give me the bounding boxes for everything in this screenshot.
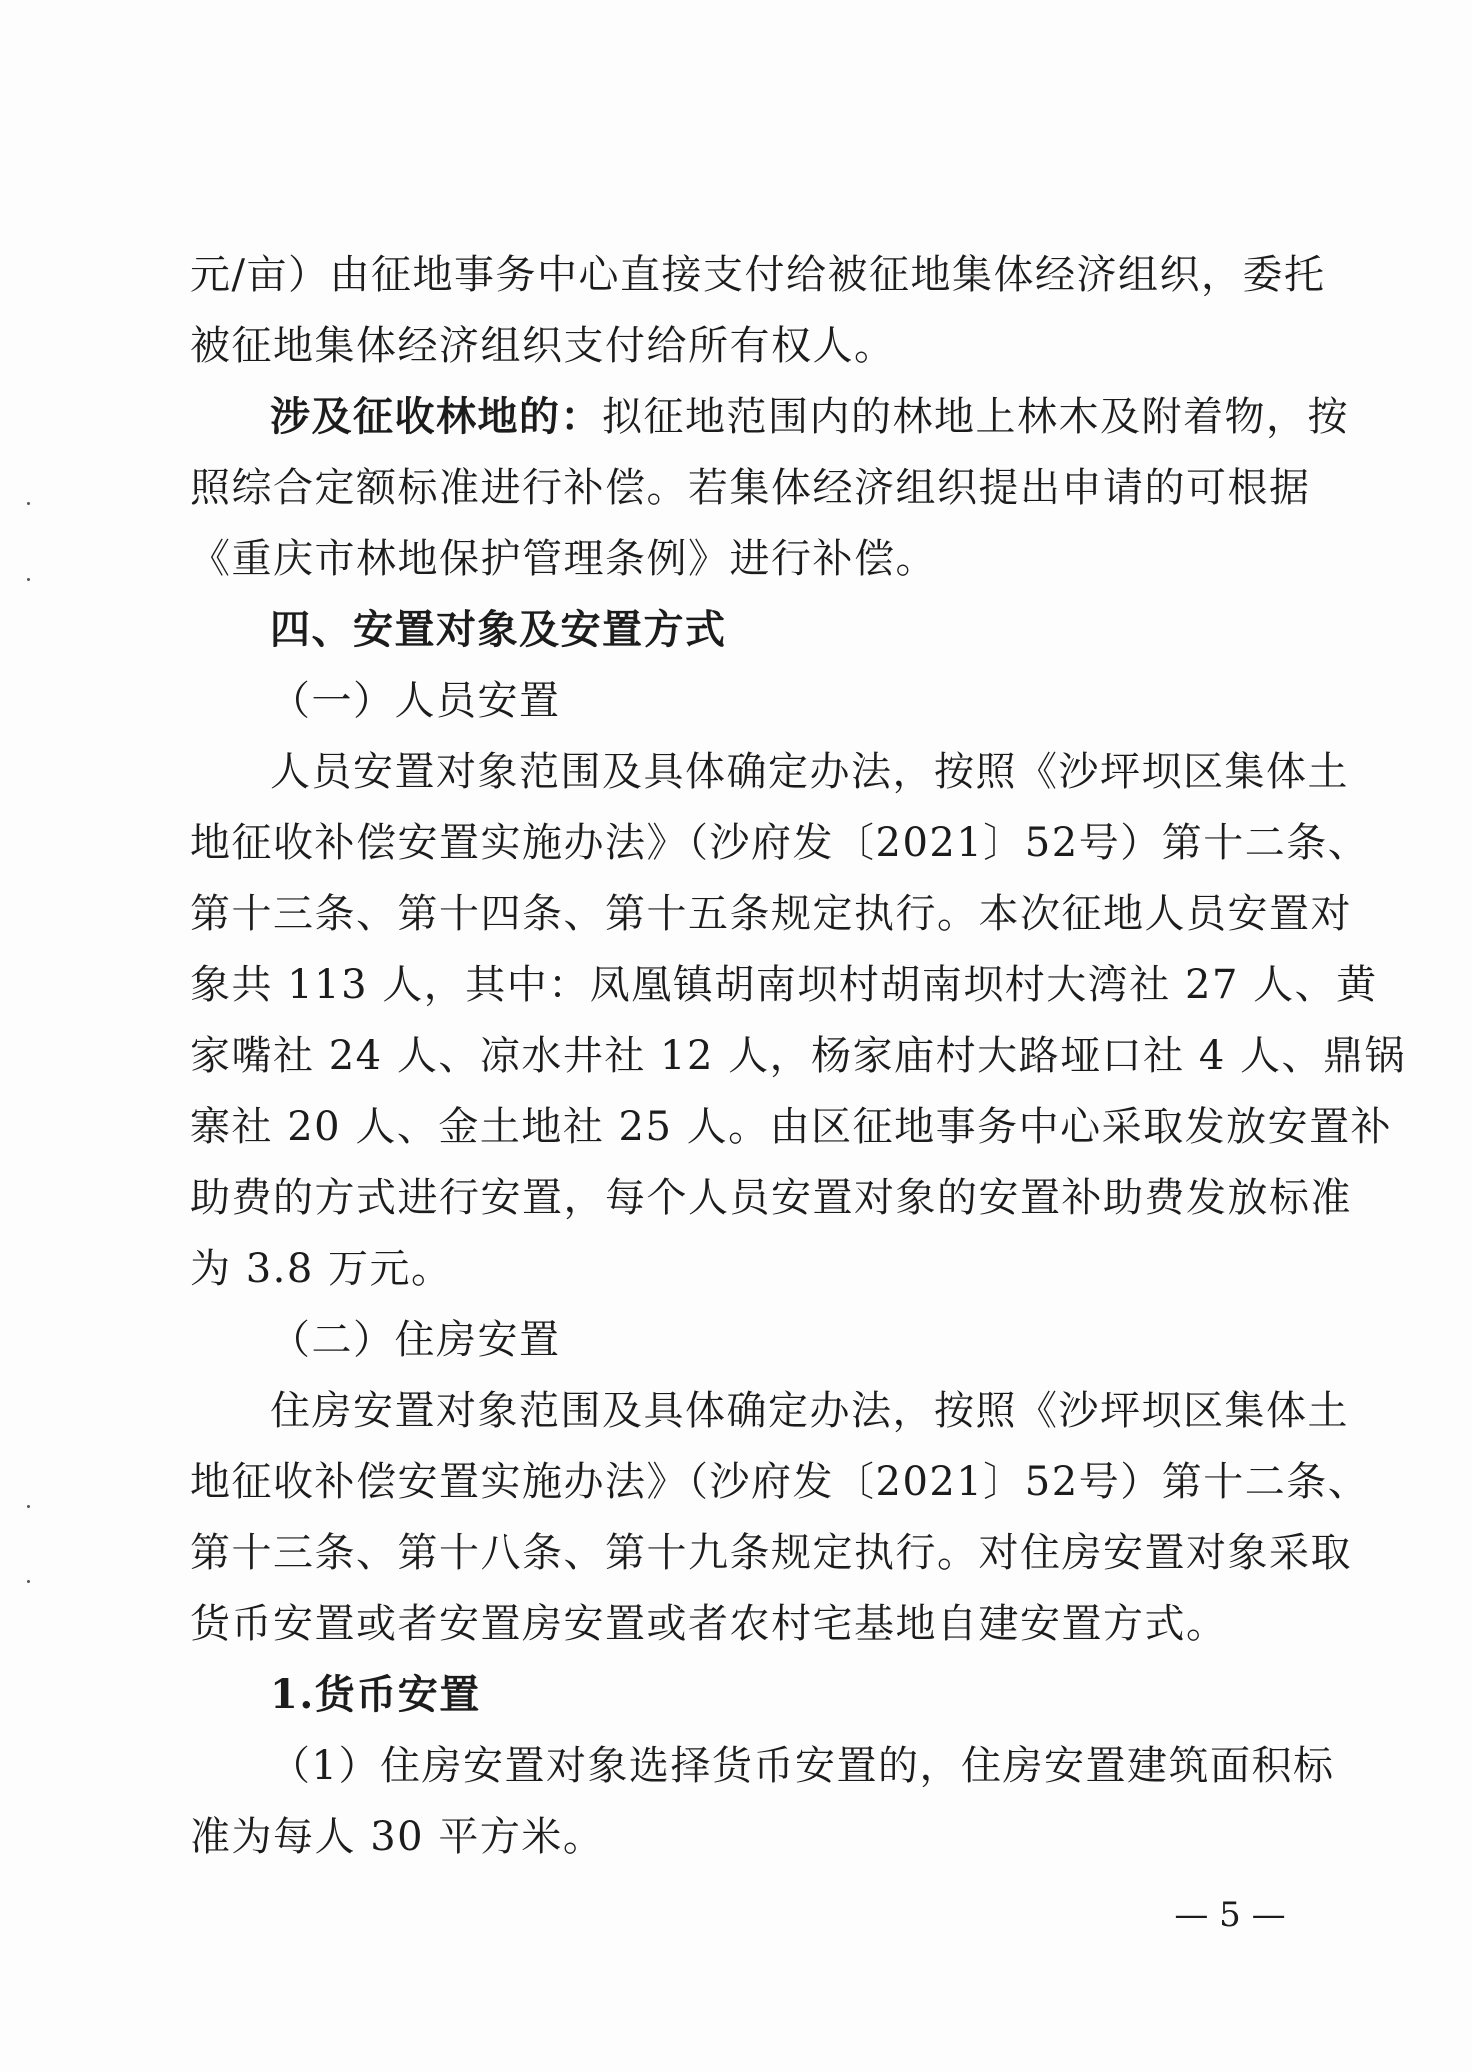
paragraph-line: 被征地集体经济组织支付给所有权人。 xyxy=(190,323,896,369)
paragraph-line: 货币安置或者安置房安置或者农村宅基地自建安置方式。 xyxy=(190,1601,1228,1647)
binding-hole-mark xyxy=(27,578,30,581)
binding-hole-mark xyxy=(27,1505,30,1508)
paragraph-line: 助费的方式进行安置，每个人员安置对象的安置补助费发放标准 xyxy=(190,1175,1352,1221)
forest-heading: 涉及征收林地的： xyxy=(270,393,602,440)
paragraph-line: 元/亩）由征地事务中心直接支付给被征地集体经济组织，委托 xyxy=(190,252,1326,298)
paragraph-line: 地征收补偿安置实施办法》（沙府发〔2021〕52号）第十二条、 xyxy=(190,820,1370,866)
paragraph-line: 住房安置对象范围及具体确定办法，按照《沙坪坝区集体土 xyxy=(270,1388,1349,1434)
page-number: — 5 — xyxy=(1174,1895,1286,1935)
paragraph-line: 寨社 20 人、金土地社 25 人。由区征地事务中心采取发放安置补 xyxy=(190,1104,1393,1150)
binding-hole-mark xyxy=(27,502,30,505)
forest-text: 拟征地范围内的林地上林木及附着物，按 xyxy=(602,394,1349,440)
section-heading: 四、安置对象及安置方式 xyxy=(270,606,727,653)
paragraph-line: 为 3.8 万元。 xyxy=(190,1246,453,1292)
binding-hole-mark xyxy=(27,1580,30,1583)
paragraph-line: 象共 113 人，其中：凤凰镇胡南坝村胡南坝村大湾社 27 人、黄 xyxy=(190,962,1378,1008)
paragraph-line: 照综合定额标准进行补偿。若集体经济组织提出申请的可根据 xyxy=(190,465,1311,511)
paragraph-line: 《重庆市林地保护管理条例》进行补偿。 xyxy=(190,536,937,582)
paragraph-line xyxy=(270,387,1349,447)
subsection-heading: （二）住房安置 xyxy=(270,1317,561,1363)
paragraph-line: 准为每人 30 平方米。 xyxy=(190,1814,605,1860)
paragraph-line: 人员安置对象范围及具体确定办法，按照《沙坪坝区集体土 xyxy=(270,749,1349,795)
item-heading: 1.货币安置 xyxy=(270,1671,481,1718)
paragraph-line: 家嘴社 24 人、凉水井社 12 人，杨家庙村大路垭口社 4 人、鼎锅 xyxy=(190,1033,1407,1079)
subsection-heading: （一）人员安置 xyxy=(270,678,561,724)
paragraph-line: 第十三条、第十四条、第十五条规定执行。本次征地人员安置对 xyxy=(190,891,1352,937)
paragraph-line: （1）住房安置对象选择货币安置的，住房安置建筑面积标 xyxy=(270,1743,1335,1789)
paragraph-line: 地征收补偿安置实施办法》（沙府发〔2021〕52号）第十二条、 xyxy=(190,1459,1370,1505)
paragraph-line: 第十三条、第十八条、第十九条规定执行。对住房安置对象采取 xyxy=(190,1530,1352,1576)
